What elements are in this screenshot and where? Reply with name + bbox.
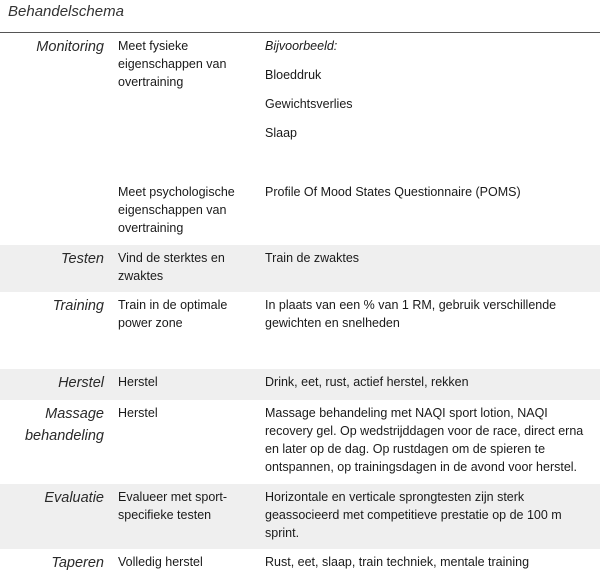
monitoring-subrow-physical <box>108 33 600 179</box>
monitoring-physical-goal: Meet fysieke eigenschappen van overtraining <box>118 39 227 89</box>
monitoring-physical-detail <box>255 33 600 179</box>
example-heading: Bijvoorbeeld: <box>265 39 338 53</box>
row-label-taperen: Taperen <box>51 555 104 571</box>
herstel-detail: Drink, eet, rust, actief herstel, rekken <box>265 375 469 389</box>
page-title: Behandelschema <box>8 3 124 20</box>
monitoring-psych-goal: Meet psychologische eigenschappen van overtraining <box>118 185 235 235</box>
herstel-goal: Herstel <box>118 375 158 389</box>
testen-detail: Train de zwaktes <box>265 251 360 265</box>
example-item: Gewichtsverlies <box>265 97 353 111</box>
row-label-training: Training <box>52 298 104 314</box>
treatment-table <box>0 32 600 579</box>
row-label-evaluatie: Evaluatie <box>44 490 104 506</box>
row-label-massage: Massage behandeling <box>24 406 104 444</box>
massage-goal: Herstel <box>118 406 158 420</box>
row-training <box>0 292 600 369</box>
row-monitoring <box>0 33 600 235</box>
testen-goal: Vind de sterktes en zwaktes <box>118 251 225 283</box>
monitoring-subrow-psychological <box>108 179 600 245</box>
monitoring-psych-detail: Profile Of Mood States Questionnaire (POMS) <box>265 185 521 199</box>
example-item: Bloeddruk <box>265 68 322 82</box>
row-evaluatie <box>0 484 600 549</box>
row-label-herstel: Herstel <box>58 375 104 391</box>
monitoring-subrows <box>108 33 600 235</box>
massage-detail: Massage behandeling met NAQI sport lotion, NAQI recovery gel. Op wedstrijddagen voor de race, direct erna en later op de dag. Op rustdagen om de spieren te ontspannen, op trainingsdagen in de avond voor herstel. <box>265 406 584 474</box>
example-item: Slaap <box>265 126 297 140</box>
evaluatie-goal: Evalueer met sport-specifieke testen <box>118 490 228 522</box>
training-detail: In plaats van een % van 1 RM, gebruik verschillende gewichten en snelheden <box>265 298 557 330</box>
evaluatie-detail: Horizontale en verticale sprongtesten zijn sterk geassocieerd met competitieve prestatie op de 100 m sprint. <box>265 490 562 540</box>
row-label-monitoring: Monitoring <box>36 39 104 55</box>
row-testen <box>0 245 600 292</box>
row-massage <box>0 400 600 484</box>
taperen-goal: Volledig herstel <box>118 555 203 569</box>
row-label-testen: Testen <box>61 251 104 267</box>
row-taperen <box>0 549 600 579</box>
row-herstel <box>0 369 600 400</box>
taperen-detail: Rust, eet, slaap, train techniek, mentale training <box>265 555 530 569</box>
training-goal: Train in de optimale power zone <box>118 298 228 330</box>
